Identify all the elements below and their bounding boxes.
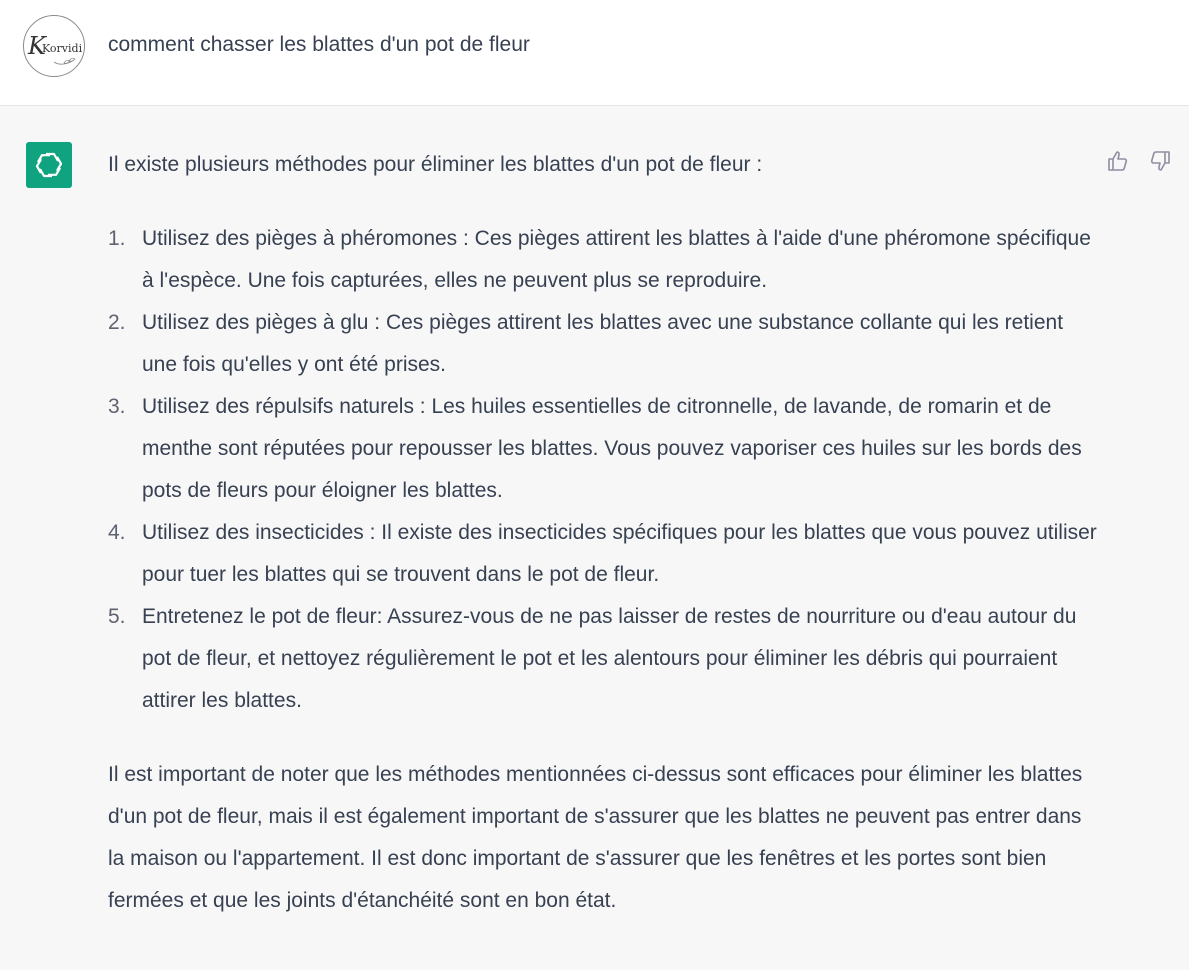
user-avatar[interactable]	[23, 15, 85, 77]
user-message-text: comment chasser les blattes d'un pot de fleur	[108, 33, 530, 56]
korvidi-logo-icon	[24, 16, 84, 76]
list-item-number: 5.	[108, 605, 126, 628]
thumbs-up-button[interactable]	[1105, 148, 1131, 174]
list-item	[108, 386, 1098, 512]
user-message-row	[0, 0, 1189, 106]
thumbs-up-icon	[1106, 149, 1130, 173]
avatar-logo-text: Korvidi	[42, 42, 83, 55]
thumbs-down-button[interactable]	[1147, 148, 1173, 174]
assistant-message-content	[108, 144, 1098, 922]
list-item	[108, 512, 1098, 596]
openai-logo-icon	[26, 142, 72, 188]
list-item-text: Utilisez des répulsifs naturels : Les huiles essentielles de citronnelle, de lavande, de romarin et de menthe sont réputées pour repousser les blattes. Vous pouvez vaporiser ces huiles sur les bords des pots de fleurs pour éloigner les blattes.	[142, 395, 1082, 502]
list-item-number: 2.	[108, 311, 126, 334]
list-item-number: 1.	[108, 227, 126, 250]
assistant-message-row	[0, 106, 1189, 970]
list-item	[108, 302, 1098, 386]
svg-text:K: K	[28, 32, 46, 60]
method-list	[108, 218, 1098, 722]
list-item-number: 3.	[108, 395, 126, 418]
list-item-text: Utilisez des insecticides : Il existe des insecticides spécifiques pour les blattes que vous pouvez utiliser pour tuer les blattes qui se trouvent dans le pot de fleur.	[142, 521, 1097, 586]
list-item-number: 4.	[108, 521, 126, 544]
list-item	[108, 218, 1098, 302]
assistant-intro: Il existe plusieurs méthodes pour éliminer les blattes d'un pot de fleur :	[108, 153, 763, 176]
list-item-text: Entretenez le pot de fleur: Assurez-vous de ne pas laisser de restes de nourriture ou d'eau autour du pot de fleur, et nettoyez régulièrement le pot et les alentours pour éliminer les débris qui pourraient attirer les blattes.	[142, 605, 1077, 712]
list-item	[108, 596, 1098, 722]
thumbs-down-icon	[1148, 149, 1172, 173]
assistant-conclusion: Il est important de noter que les méthodes mentionnées ci-dessus sont efficaces pour éliminer les blattes d'un pot de fleur, mais il est également important de s'assurer que les blattes ne peuvent pas entrer dans la maison ou l'appartement. Il est donc important de s'assurer que les fenêtres et les portes sont bien fermées et que les joints d'étanchéité sont en bon état.	[108, 763, 1083, 912]
list-item-text: Utilisez des pièges à phéromones : Ces pièges attirent les blattes à l'aide d'une phéromone spécifique à l'espèce. Une fois capturées, elles ne peuvent plus se reproduire.	[142, 227, 1091, 292]
list-item-text: Utilisez des pièges à glu : Ces pièges attirent les blattes avec une substance collante qui les retient une fois qu'elles y ont été prises.	[142, 311, 1064, 376]
